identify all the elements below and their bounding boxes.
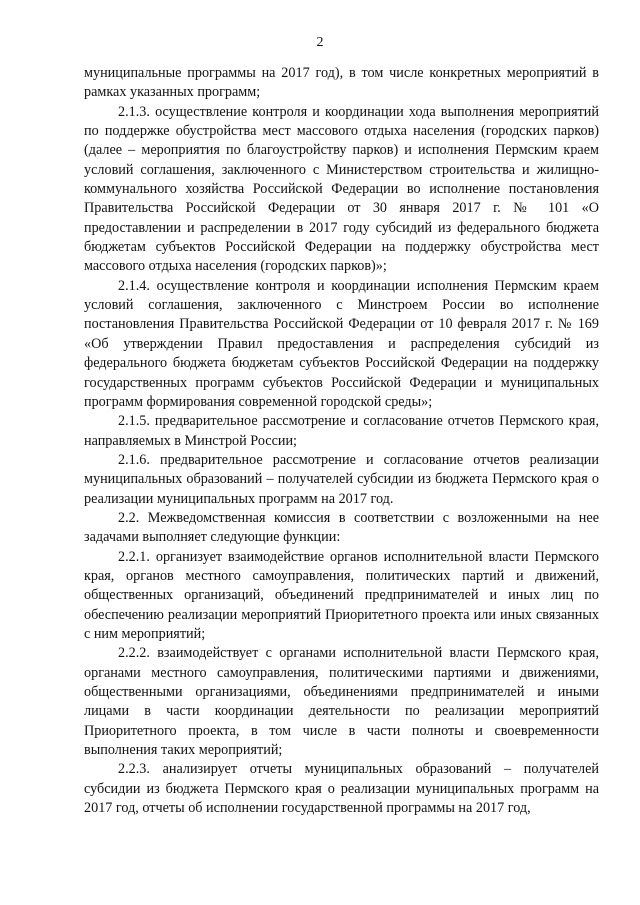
- paragraph-2-1-5: 2.1.5. предварительное рассмотрение и согласование отчетов Пермского края, направляемых в Минстрой России;: [84, 413, 599, 449]
- paragraph-continuation: муниципальные программы на 2017 год), в том числе конкретных мероприятий в рамках указанных программ;: [84, 65, 599, 101]
- document-body: [84, 64, 599, 818]
- paragraph-2-2: 2.2. Межведомственная комиссия в соответствии с возложенными на нее задачами выполняет следующие функции:: [84, 509, 599, 546]
- paragraph-2-2-2: 2.2.2. взаимодействует с органами исполнительной власти Пермского края, органами местного самоуправления, политическими партиями и движениями, общественными организациями, объединениями предпринимателей и иными лицами в части координации деятельности по реализации мероприятий Приоритетного проекта, в том числе в части полноты и своевременности выполнения таких мероприятий;: [84, 645, 599, 759]
- paragraph-2-1-3: 2.1.3. осуществление контроля и координации хода выполнения мероприятий по поддержке обустройства мест массового отдыха населения (городских парков) (далее – мероприятия по благоустройству парков) и исполнения Пермским краем условий соглашения, заключенного с Министерством строительства и жилищно-коммунального хозяйства Российской Федерации во исполнение постановления Правительства Российской Федерации от 30 января 2017 г. № 101 «О предоставлении и распределении в 2017 году субсидий из федерального бюджета бюджетам субъектов Российской Федерации на поддержку обустройства мест массового отдыха населения (городских парков)»;: [84, 103, 599, 275]
- paragraph-2-2-1: 2.2.1. организует взаимодействие органов исполнительной власти Пермского края, органов местного самоуправления, политических партий и движений, общественных организаций, объединений предпринимателей и иных лиц по обеспечению реализации мероприятий Приоритетного проекта или иных связанных с ним мероприятий;: [84, 548, 599, 642]
- page-number: 2: [316, 35, 324, 50]
- paragraph-2-1-4: 2.1.4. осуществление контроля и координации исполнения Пермским краем условий соглашения, заключенного с Минстроем России во исполнение постановления Правительства Российской Федерации от 10 февраля 2017 г. № 169 «Об утверждении Правил предоставления и распределения субсидий из федерального бюджета бюджетам субъектов Российской Федерации на поддержку государственных программ субъектов Российской Федерации и муниципальных программ формирования современной городской среды»;: [84, 277, 599, 410]
- paragraph-2-1-6: 2.1.6. предварительное рассмотрение и согласование отчетов реализации муниципальных образований – получателей субсидии из бюджета Пермского края о реализации муниципальных программ на 2017 год.: [84, 451, 599, 507]
- paragraph-2-2-3: 2.2.3. анализирует отчеты муниципальных образований – получателей субсидии из бюджета Пермского края о реализации муниципальных программ на 2017 год, отчеты об исполнении государственной программы на 2017 год,: [84, 761, 599, 817]
